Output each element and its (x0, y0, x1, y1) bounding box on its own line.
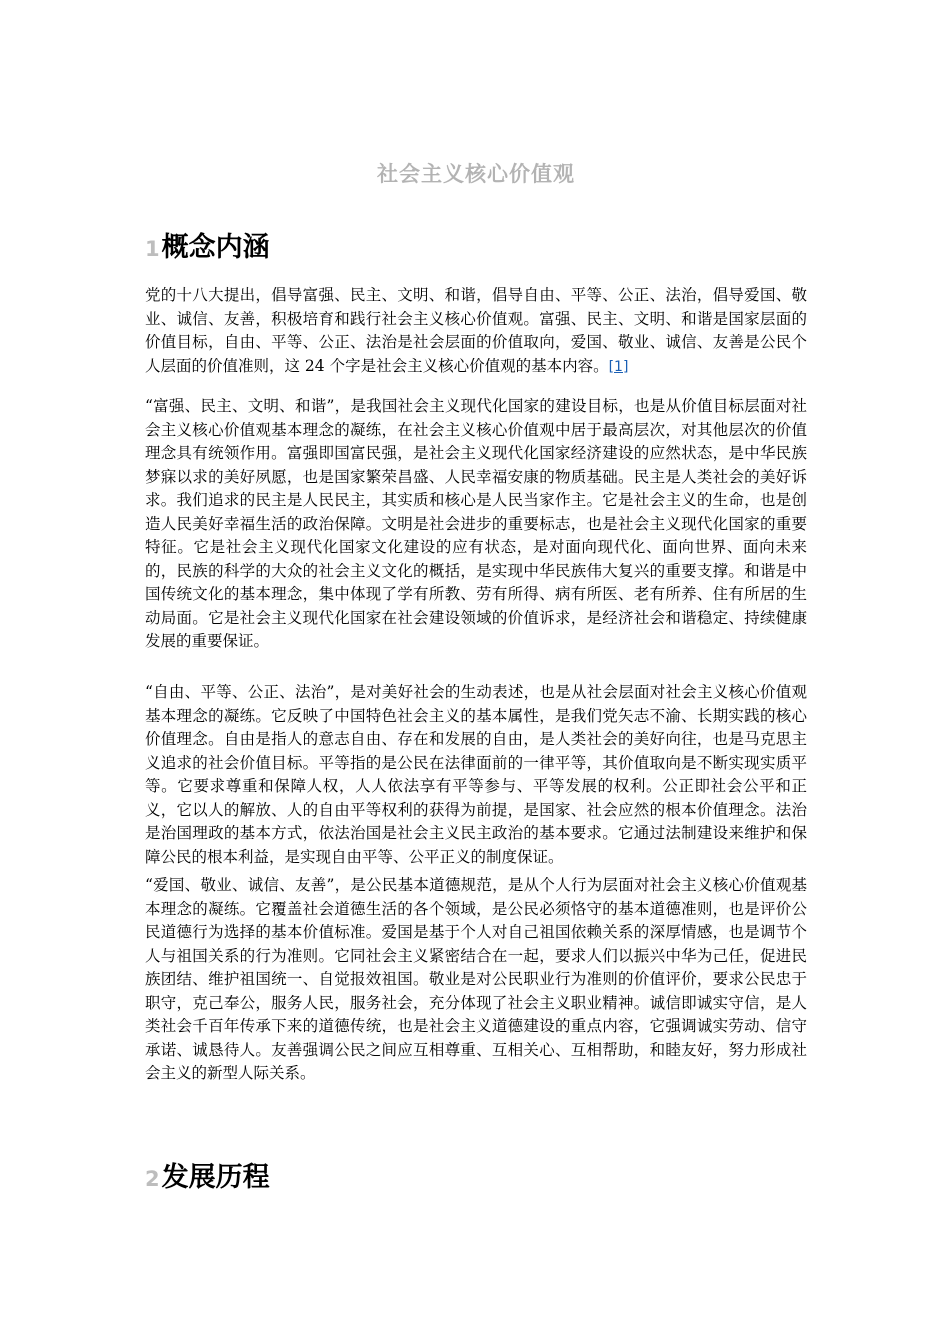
paragraph: “爱国、敬业、诚信、友善”，是公民基本道德规范，是从个人行为层面对社会主义核心价值观基本理念的凝练。它覆盖社会道德生活的各个领域，是公民必须恪守的基本道德准则，也是评价公民道德行为选择的基本价值标准。爱国是基于个人对自己祖国依赖关系的深厚情感，也是调节个人与祖国关系的行为准则。它同社会主义紧密结合在一起，要求人们以振兴中华为己任，促进民族团结、维护祖国统一、自觉报效祖国。敬业是对公民职业行为准则的价值评价，要求公民忠于职守，克己奉公，服务人民，服务社会，充分体现了社会主义职业精神。诚信即诚实守信，是人类社会千百年传承下来的道德传统，也是社会主义道德建设的重点内容，它强调诚实劳动、信守承诺、诚恳待人。友善强调公民之间应互相尊重、互相关心、互相帮助，和睦友好，努力形成社会主义的新型人际关系。 (145, 876, 807, 1082)
section-heading-text: 概念内涵 (161, 232, 270, 263)
paragraph: “自由、平等、公正、法治”，是对美好社会的生动表述，也是从社会层面对社会主义核心价值观基本理念的凝练。它反映了中国特色社会主义的基本属性，是我们党矢志不渝、长期实践的核心价值理念。自由是指人的意志自由、存在和发展的自由，是人类社会的美好向往，也是马克思主义追求的社会价值目标。平等指的是公民在法律面前的一律平等，其价值取向是不断实现实质平等。它要求尊重和保障人权，人人依法享有平等参与、平等发展的权利。公正即社会公平和正义，它以人的解放、人的自由平等权利的获得为前提，是国家、社会应然的根本价值理念。法治是治国理政的基本方式，依法治国是社会主义民主政治的基本要求。它通过法制建设来维护和保障公民的根本利益，是实现自由平等、公平正义的制度保证。 (145, 683, 807, 866)
section-heading-text: 发展历程 (161, 1162, 270, 1193)
paragraph-text: 党的十八大提出，倡导富强、民主、文明、和谐，倡导自由、平等、公正、法治，倡导爱国、敬业、诚信、友善，积极培育和践行社会主义核心价值观。富强、民主、文明、和谐是国家层面的价值目标，自由、平等、公正、法治是社会层面的价值取向，爱国、敬业、诚信、友善是公民个人层面的价值准则，这 24 个字是社会主义核心价值观的基本内容。 (145, 286, 807, 375)
document-title: 社会主义核心价值观 (377, 162, 575, 186)
section-number: 2 (145, 1167, 160, 1191)
section-heading-history (145, 1162, 270, 1195)
section-number: 1 (145, 237, 160, 261)
citation-link[interactable]: [1] (608, 358, 629, 375)
paragraph (145, 284, 807, 379)
paragraph: “富强、民主、文明、和谐”，是我国社会主义现代化国家的建设目标，也是从价值目标层面对社会主义核心价值观基本理念的凝练，在社会主义核心价值观中居于最高层次，对其他层次的价值理念具有统领作用。富强即国富民强，是社会主义现代化国家经济建设的应然状态，是中华民族梦寐以求的美好夙愿，也是国家繁荣昌盛、人民幸福安康的物质基础。民主是人类社会的美好诉求。我们追求的民主是人民民主，其实质和核心是人民当家作主。它是社会主义的生命，也是创造人民美好幸福生活的政治保障。文明是社会进步的重要标志，也是社会主义现代化国家的重要特征。它是社会主义现代化国家文化建设的应有状态，是对面向现代化、面向世界、面向未来的，民族的科学的大众的社会主义文化的概括，是实现中华民族伟大复兴的重要支撑。和谐是中国传统文化的基本理念，集中体现了学有所教、劳有所得、病有所医、老有所养、住有所居的生动局面。它是社会主义现代化国家在社会建设领域的价值诉求，是经济社会和谐稳定、持续健康发展的重要保证。 (145, 397, 807, 650)
section-heading-concept (145, 232, 270, 265)
